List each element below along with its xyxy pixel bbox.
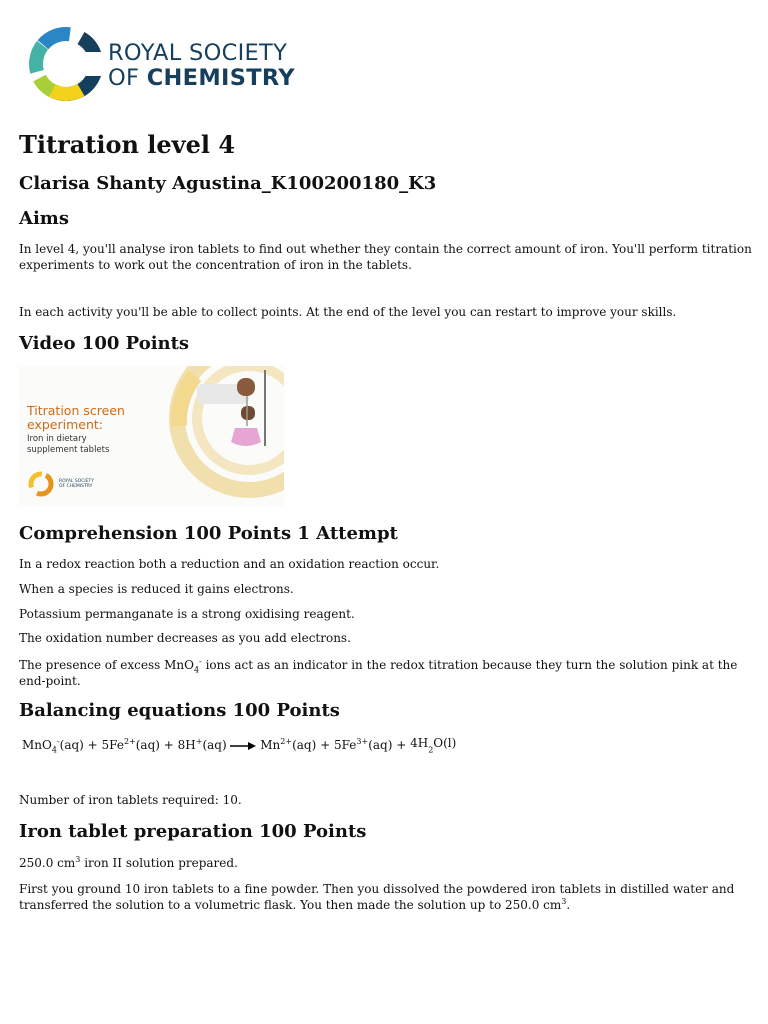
rsc-logo-icon (28, 22, 104, 106)
eq-h-charge: + (195, 737, 203, 746)
prep-line1-end: iron II solution prepared. (80, 856, 238, 870)
thumbnail-title-line1: Titration screen (27, 403, 125, 418)
logo-text-chemistry: CHEMISTRY (146, 65, 295, 91)
rsc-logo (28, 22, 328, 106)
preparation-paragraph (19, 881, 754, 913)
eq-mno-charge: - (56, 737, 60, 746)
eq-fe3-charge: 3+ (356, 737, 369, 746)
aims-paragraph-1: In level 4, you'll analyse iron tablets to find out whether they contain the correct amount of iron. You'll perform titration experiments to work out the concentration of iron in the tablets. (19, 242, 752, 272)
prep-line1-start: 250.0 cm (19, 856, 76, 870)
logo-text-line1: ROYAL SOCIETY (108, 40, 288, 66)
page-title: Titration level 4 (19, 130, 236, 159)
logo-text-of: OF (108, 65, 147, 91)
eq-segment-1: (aq) + 5Fe (59, 738, 124, 752)
eq-segment-4: (aq) + 5Fe (292, 738, 357, 752)
comprehension-statement-5 (19, 657, 754, 689)
thumbnail-subtitle-line2: supplement tablets (27, 445, 110, 455)
eq-water-state: O(l) (433, 736, 457, 750)
video-heading: Video 100 Points (19, 333, 190, 354)
solution-prepared (19, 856, 754, 872)
eq-water: 4H (410, 736, 429, 750)
balanced-equation (22, 736, 457, 755)
preparation-heading: Iron tablet preparation 100 Points (19, 821, 367, 842)
comprehension-heading: Comprehension 100 Points 1 Attempt (19, 523, 398, 544)
reaction-arrow-icon (230, 741, 256, 751)
eq-fe2-charge: 2+ (123, 737, 136, 746)
thumbnail-logo-line1: ROYAL SOCIETY (59, 479, 95, 484)
comprehension-statement-3: Potassium permanganate is a strong oxidising reagent. (19, 607, 355, 621)
aims-heading: Aims (19, 208, 69, 229)
thumbnail-logo-text (59, 479, 94, 489)
s5-subscript: 4 (193, 665, 200, 675)
s5-text-end: ions act as an indicator in the redox titration because they turn the solution pink at the end-point. (19, 658, 738, 688)
prep-paragraph-sup: 3 (561, 897, 567, 906)
eq-mno-sub: 4 (51, 745, 57, 755)
eq-water-sub: 2 (428, 745, 434, 755)
logo-text-line2 (108, 67, 295, 90)
s5-superscript: - (199, 657, 202, 666)
prep-paragraph-end: . (566, 898, 571, 912)
eq-segment-2: (aq) + 8H (135, 738, 196, 752)
eq-mno: MnO (22, 738, 52, 752)
eq-mn-charge: 2+ (280, 737, 293, 746)
thumbnail-title-line2: experiment: (27, 417, 104, 432)
eq-segment-5: (aq) + (368, 738, 411, 752)
balancing-heading: Balancing equations 100 Points (19, 700, 340, 721)
iron-tablets-required: Number of iron tablets required: 10. (19, 793, 242, 807)
thumbnail-subtitle-line1: Iron in dietary (27, 434, 87, 444)
comprehension-statement-4: The oxidation number decreases as you add electrons. (19, 631, 351, 645)
s5-text-start: The presence of excess MnO (19, 658, 194, 672)
video-thumbnail[interactable] (19, 366, 284, 506)
prep-paragraph-start: First you ground 10 iron tablets to a fine powder. Then you dissolved the powdered iron tablets in distilled water and transferred the solution to a volumetric flask. You then made the solution up to 250.0 cm (19, 882, 735, 912)
prep-line1-sup: 3 (75, 855, 81, 864)
thumbnail-logo-line2: OF CHEMISTRY (59, 484, 93, 489)
comprehension-statement-2: When a species is reduced it gains electrons. (19, 582, 294, 596)
thumbnail-logo-icon (27, 469, 55, 499)
thumbnail-title (27, 404, 125, 432)
comprehension-statement-1: In a redox reaction both a reduction and an oxidation reaction occur. (19, 557, 440, 571)
eq-segment-3: (aq) (202, 738, 231, 752)
eq-mn: Mn (256, 738, 281, 752)
student-name: Clarisa Shanty Agustina_K100200180_K3 (19, 173, 437, 194)
thumbnail-subtitle (27, 434, 109, 456)
aims-paragraph-2: In each activity you'll be able to collect points. At the end of the level you can restart to improve your skills. (19, 305, 677, 319)
